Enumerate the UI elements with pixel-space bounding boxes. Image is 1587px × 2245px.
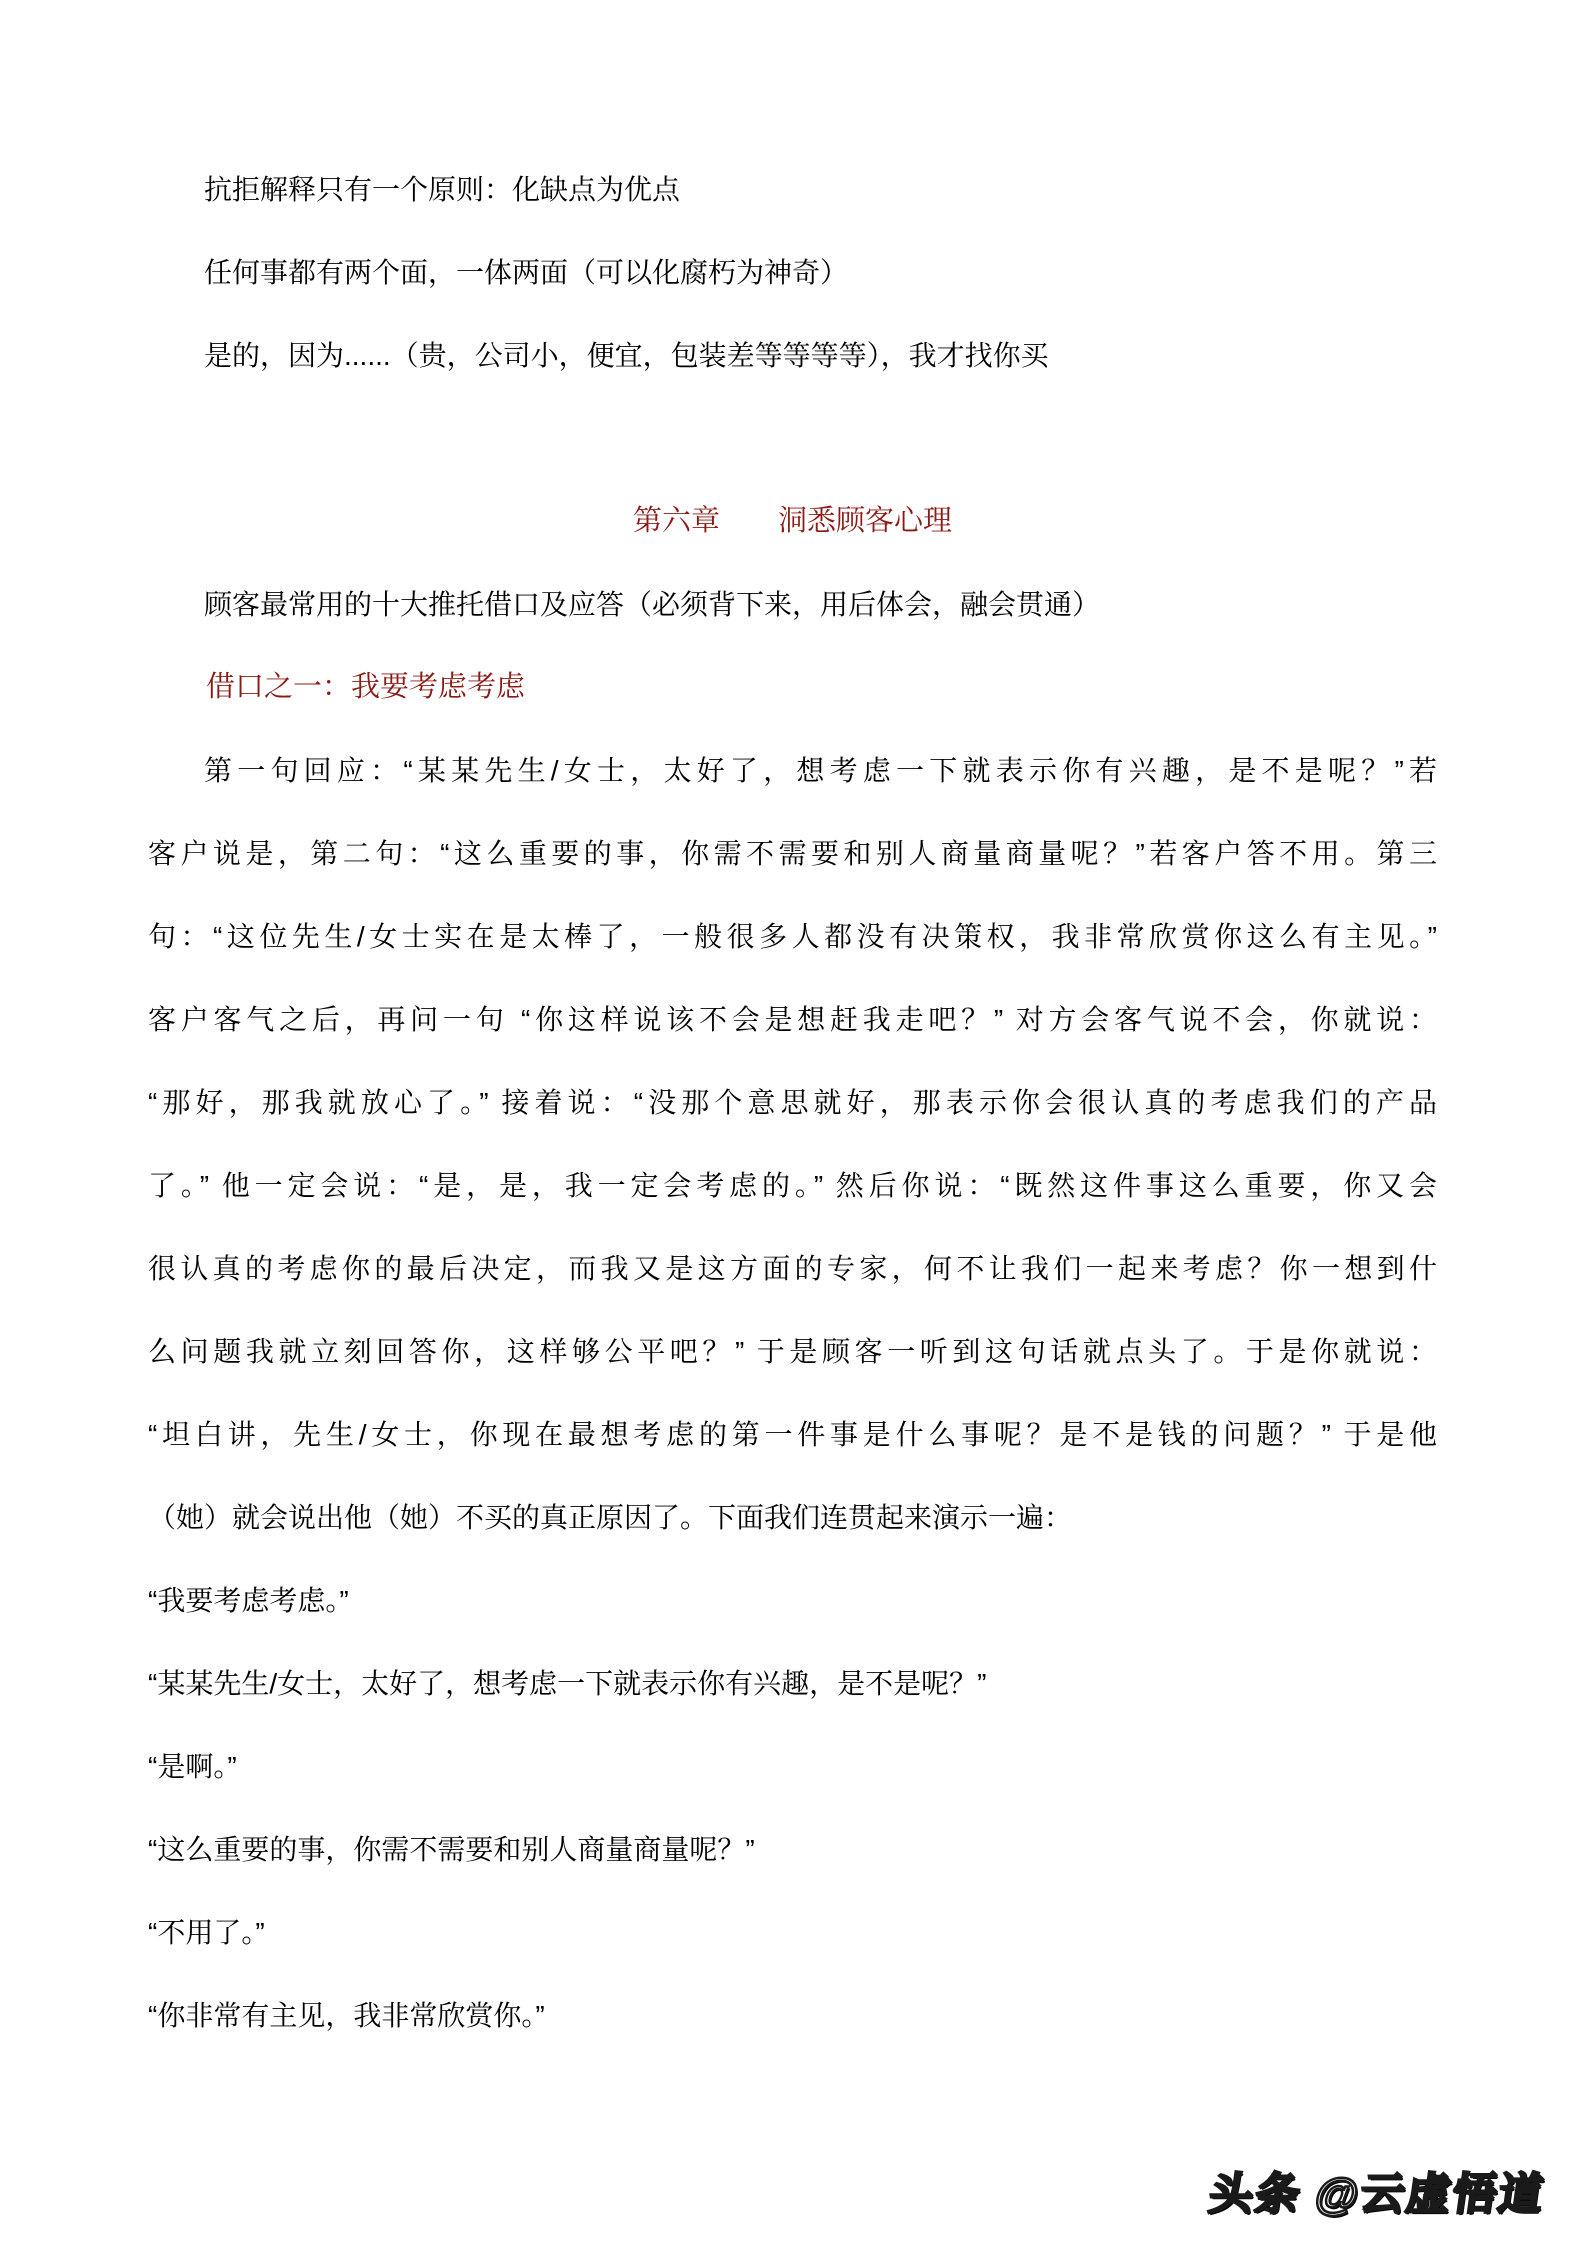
- paragraph-line: 第一句回应：“某某先生/女士，太好了，想考虑一下就表示你有兴趣，是不是呢？”若: [204, 755, 1437, 786]
- document-content: [148, 148, 1437, 2057]
- dialogue-demo: [148, 1559, 1437, 2057]
- dialogue-line: “某某先生/女士，太好了，想考虑一下就表示你有兴趣，是不是呢？”: [148, 1668, 987, 1699]
- dialogue-line: “我要考虑考虑。”: [148, 1585, 349, 1616]
- response-paragraph: [148, 729, 1437, 1559]
- dialogue-line: “你非常有主见，我非常欣赏你。”: [148, 2000, 545, 2031]
- intro-line: 是的，因为......（贵，公司小，便宜，包装差等等等等），我才找你买: [204, 340, 1049, 371]
- intro-line: 抗拒解释只有一个原则：化缺点为优点: [204, 174, 681, 205]
- paragraph-line: 句：“这位先生/女士实在是太棒了，一般很多人都没有决策权，我非常欣赏你这么有主见。”: [148, 921, 1437, 952]
- paragraph-line: “那好，那我就放心了。” 接着说：“没那个意思就好，那表示你会很认真的考虑我们的产品: [148, 1087, 1437, 1118]
- excuse-heading: 借口之一：我要考虑考虑: [206, 671, 526, 703]
- spacer: [148, 397, 1437, 480]
- paragraph-line: “坦白讲，先生/女士，你现在最想考虑的第一件事是什么事呢？是不是钱的问题？” 于是他: [148, 1419, 1437, 1450]
- paragraph-line: （她）就会说出他（她）不买的真正原因了。下面我们连贯起来演示一遍：: [148, 1502, 1073, 1533]
- intro-line: 任何事都有两个面，一体两面（可以化腐朽为神奇）: [204, 257, 849, 288]
- paragraph-line: 客户说是，第二句：“这么重要的事，你需不需要和别人商量商量呢？”若客户答不用。第三: [148, 838, 1437, 869]
- dialogue-line: “这么重要的事，你需不需要和别人商量商量呢？”: [148, 1834, 755, 1865]
- section-intro: 顾客最常用的十大推托借口及应答（必须背下来，用后体会，融会贯通）: [204, 589, 1101, 620]
- toutiao-watermark: 头条 @云虚悟道: [1205, 2170, 1548, 2219]
- dialogue-line: “不用了。”: [148, 1917, 265, 1948]
- paragraph-line: 了。” 他一定会说：“是，是，我一定会考虑的。” 然后你说：“既然这件事这么重要，你又会: [148, 1170, 1437, 1201]
- paragraph-line: 客户客气之后，再问一句 “你这样说该不会是想赶我走吧？” 对方会客气说不会，你就说：: [148, 1004, 1437, 1035]
- chapter-title: 第六章 洞悉顾客心理: [632, 505, 952, 537]
- dialogue-line: “是啊。”: [148, 1751, 237, 1782]
- paragraph-line: 很认真的考虑你的最后决定，而我又是这方面的专家，何不让我们一起来考虑？你一想到什: [148, 1253, 1437, 1284]
- paragraph-line: 么问题我就立刻回答你，这样够公平吧？” 于是顾客一听到这句话就点头了。于是你就说：: [148, 1336, 1437, 1367]
- intro-paragraphs: [148, 148, 1437, 397]
